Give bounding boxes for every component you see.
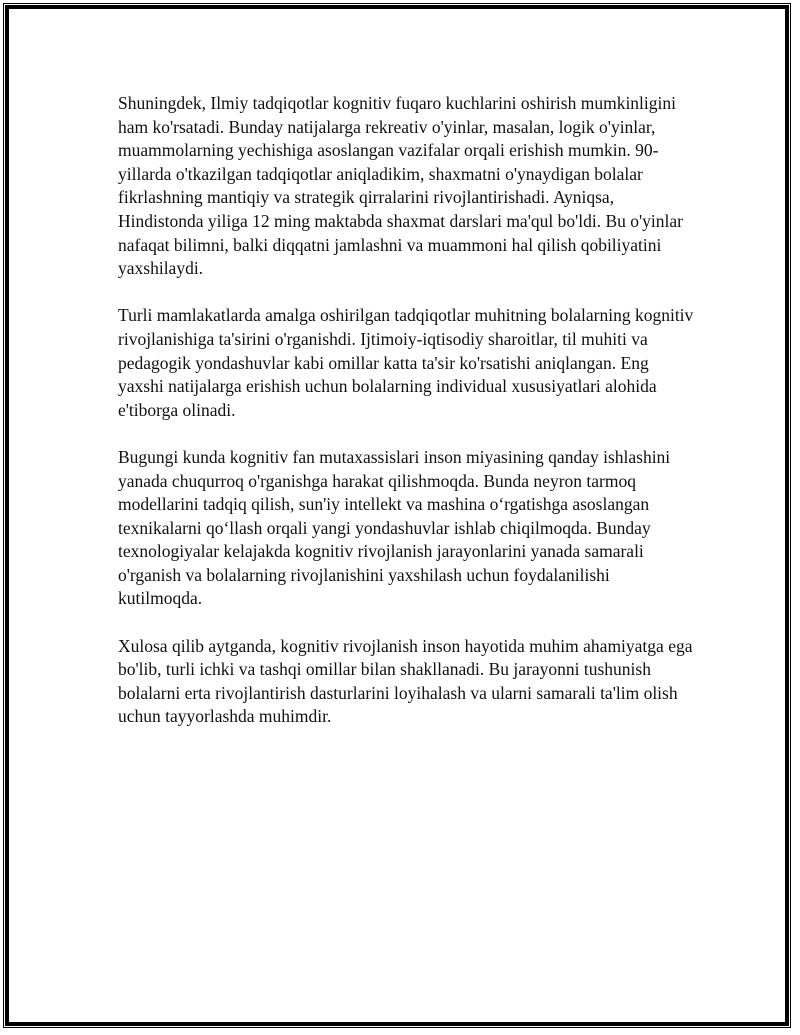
paragraph: Turli mamlakatlarda amalga oshirilgan tadqiqotlar muhitning bolalarning kognitiv rivojlanishiga ta'sirini o'rganishdi. Ijtimoiy-iqtisodiy sharoitlar, til muhiti va pedagogik yondashuvlar kabi omillar katta ta'sir ko'rsatishi aniqlangan. Eng yaxshi natijalarga erishish uchun bolalarning individual xususiyatlari alohida e'tiborga olinadi.: [118, 305, 694, 420]
document-body: [118, 92, 698, 753]
paragraph: Shuningdek, Ilmiy tadqiqotlar kognitiv fuqaro kuchlarini oshirish mumkinligini ham ko'rsatadi. Bunday natijalarga rekreativ o'yinlar, masalan, logik o'yinlar, muammolarning yechishiga asoslangan vazifalar orqali erishish mumkin. 90-yillarda o'tkazilgan tadqiqotlar aniqladikim, shaxmatni o'ynaydigan bolalar fikrlashning mantiqiy va strategik qirralarini rivojlantirishadi. Ayniqsa, Hindistonda yiliga 12 ming maktabda shaxmat darslari ma'qul bo'ldi. Bu o'yinlar nafaqat bilimni, balki diqqatni jamlashni va muammoni hal qilish qobiliyatini yaxshilaydi.: [118, 93, 683, 279]
paragraph: Xulosa qilib aytganda, kognitiv rivojlanish inson hayotida muhim ahamiyatga ega bo'lib, turli ichki va tashqi omillar bilan shakllanadi. Bu jarayonni tushunish bolalarni erta rivojlantirish dasturlarini loyihalash va ularni samarali ta'lim olish uchun tayyorlashda muhimdir.: [118, 635, 693, 727]
paragraph: Bugungi kunda kognitiv fan mutaxassislari inson miyasining qanday ishlashini yanada chuqurroq o'rganishga harakat qilishmoqda. Bunda neyron tarmoq modellarini tadqiq qilish, sun'iy intellekt va mashina o‘rgatishga asoslangan texnikalarni qo‘llash orqali yangi yondashuvlar ishlab chiqilmoqda. Bunday texnologiyalar kelajakda kognitiv rivojlanish jarayonlarini yanada samarali o'rganish va bolalarning rivojlanishini yaxshilash uchun foydalanilishi kutilmoqda.: [118, 446, 671, 609]
